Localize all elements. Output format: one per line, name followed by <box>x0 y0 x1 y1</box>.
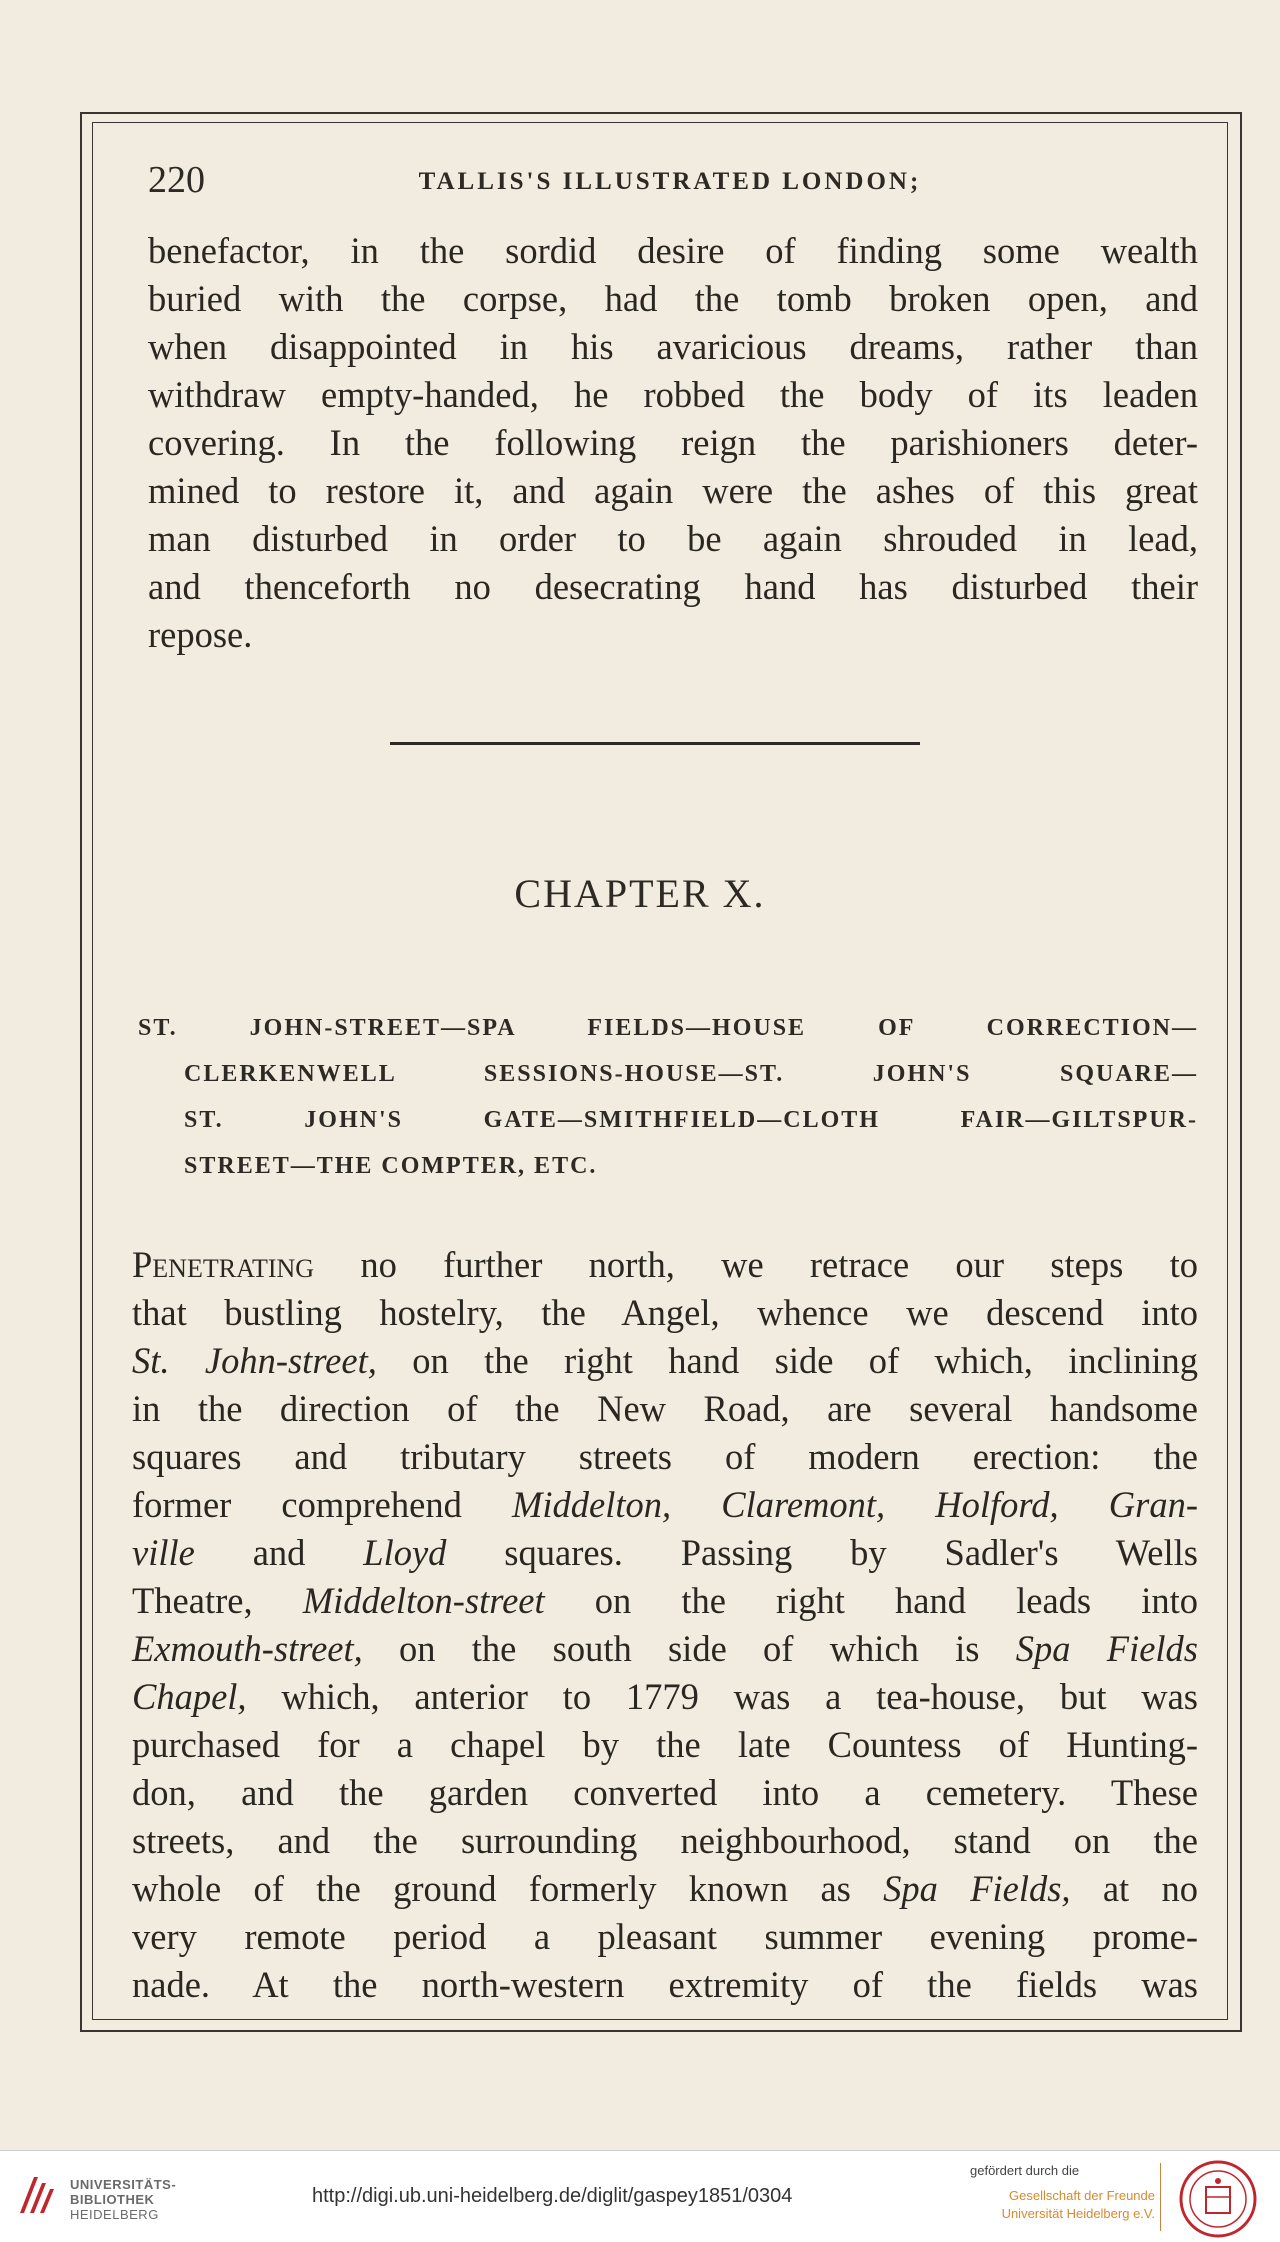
society-name[interactable] <box>960 2187 1155 2223</box>
page-number: 220 <box>148 159 205 201</box>
funded-by-label: gefördert durch die <box>970 2163 1080 2178</box>
italic-text: Exmouth-street, <box>132 1628 363 1669</box>
society-name-line: Gesellschaft der Freunde <box>1009 2188 1155 2203</box>
library-name-line: BIBLIOTHEK <box>70 2192 155 2207</box>
italic-text: ville <box>132 1532 195 1573</box>
text-line: when disappointed in his avaricious dreams, rather than <box>148 326 1198 367</box>
library-name-line: HEIDELBERG <box>70 2207 159 2222</box>
text-line <box>132 1530 1198 1576</box>
footer-divider <box>1160 2163 1161 2231</box>
text-line <box>132 1338 1198 1384</box>
text-line: in the direction of the New Road, are several handsome <box>132 1388 1198 1429</box>
italic-text: Spa Fields, <box>883 1868 1071 1909</box>
summary-line: STREET—THE COMPTER, ETC. <box>184 1153 598 1179</box>
text-span: and <box>194 1532 364 1573</box>
text-line <box>132 1866 1198 1912</box>
paragraph-lead-word: Penetrating <box>132 1244 315 1285</box>
text-span: which, anterior to 1779 was a tea-house, but was <box>246 1676 1198 1717</box>
society-seal-icon <box>1178 2159 1258 2239</box>
italic-text: Middelton, Claremont, Holford, Gran- <box>511 1484 1199 1525</box>
text-line: nade. At the north-western extremity of the fields was <box>132 1964 1198 2005</box>
running-title: TALLIS'S ILLUSTRATED LONDON; <box>418 168 922 195</box>
text-line: and thenceforth no desecrating hand has disturbed their <box>148 566 1198 607</box>
library-logo-icon[interactable] <box>16 2173 56 2217</box>
page-header <box>130 152 1210 212</box>
italic-text: St. John-street, <box>132 1340 377 1381</box>
text-span: whole of the ground formerly known as <box>132 1868 884 1909</box>
italic-text: Chapel, <box>132 1676 247 1717</box>
section-rule <box>390 742 920 745</box>
chapter-title: CHAPTER X. <box>514 871 766 916</box>
library-name-line: UNIVERSITÄTS- <box>70 2177 177 2192</box>
text-line: repose. <box>148 614 253 655</box>
text-span: on the right hand leads into <box>544 1580 1198 1621</box>
text-span: Theatre, <box>132 1580 303 1621</box>
text-line: withdraw empty-handed, he robbed the body of its leaden <box>148 374 1198 415</box>
text-line: covering. In the following reign the parishioners deter- <box>148 422 1198 463</box>
italic-text: Spa Fields <box>1015 1628 1199 1669</box>
italic-text: Lloyd <box>363 1532 447 1573</box>
text-line: man disturbed in order to be again shrouded in lead, <box>148 518 1198 559</box>
italic-text: Middelton-street <box>302 1580 545 1621</box>
text-span: squares. Passing by Sadler's Wells <box>446 1532 1198 1573</box>
text-line: buried with the corpse, had the tomb broken open, and <box>148 278 1198 319</box>
text-line: squares and tributary streets of modern erection: the <box>132 1436 1198 1477</box>
library-name[interactable] <box>70 2177 176 2222</box>
permalink-url[interactable]: http://digi.ub.uni-heidelberg.de/diglit/gaspey1851/0304 <box>312 2185 793 2207</box>
text-line <box>132 1674 1198 1720</box>
text-line <box>132 1578 1198 1624</box>
text-line <box>132 1482 1198 1528</box>
summary-line: ST. JOHN-STREET—SPA FIELDS—HOUSE OF CORRECTION— <box>138 1015 1198 1041</box>
summary-line: CLERKENWELL SESSIONS-HOUSE—ST. JOHN'S SQUARE— <box>184 1061 1198 1087</box>
text-line: streets, and the surrounding neighbourhood, stand on the <box>132 1820 1198 1861</box>
text-line: don, and the garden converted into a cemetery. These <box>132 1772 1198 1813</box>
text-span: at no <box>1070 1868 1199 1909</box>
viewer-footer <box>0 2150 1280 2242</box>
text-span: former comprehend <box>132 1484 512 1525</box>
text-line <box>132 1242 1198 1288</box>
text-span: no further north, we retrace our steps to <box>314 1244 1198 1285</box>
text-line <box>132 1626 1198 1672</box>
text-span: on the right hand side of which, inclining <box>376 1340 1198 1381</box>
text-line: that bustling hostelry, the Angel, whence we descend into <box>132 1292 1198 1333</box>
text-line: very remote period a pleasant summer evening prome- <box>132 1916 1198 1957</box>
society-name-line: Universität Heidelberg e.V. <box>1001 2206 1155 2221</box>
text-line: mined to restore it, and again were the ashes of this great <box>148 470 1198 511</box>
text-line: benefactor, in the sordid desire of finding some wealth <box>148 230 1198 271</box>
text-line: purchased for a chapel by the late Countess of Hunting- <box>132 1724 1198 1765</box>
text-span: on the south side of which is <box>362 1628 1016 1669</box>
summary-line: ST. JOHN'S GATE—SMITHFIELD—CLOTH FAIR—GILTSPUR- <box>184 1107 1198 1133</box>
